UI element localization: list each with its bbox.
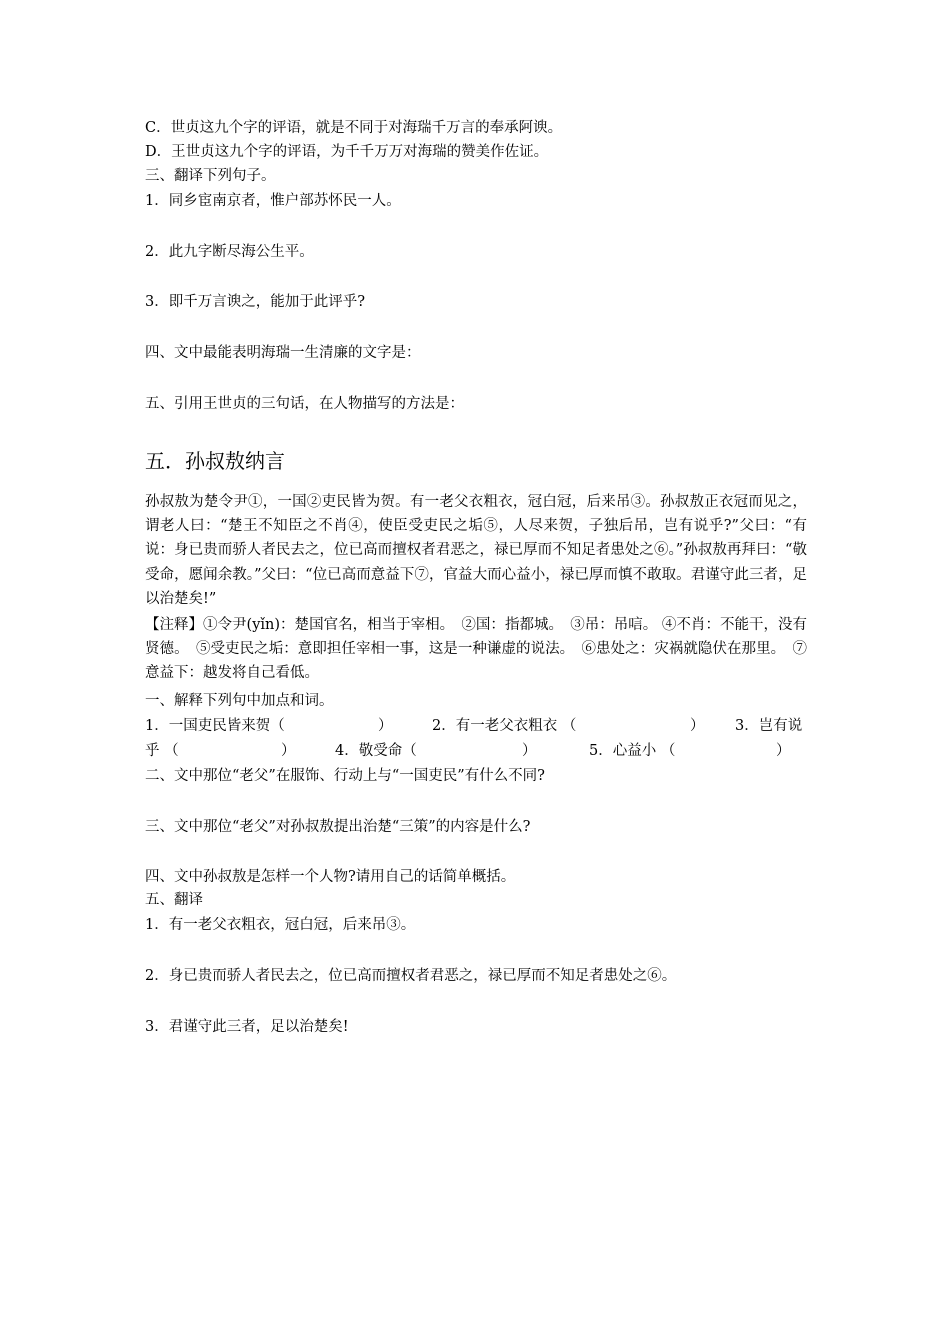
section-heading: 五．孙叔敖纳言 [145,449,285,473]
passage: 孙叔敖为楚令尹①，一国②吏民皆为贺。有一老父衣粗衣，冠白冠，后来吊③。孙叔敖正衣冠而见之，谓老人曰：“楚王不知臣之不肖④，使臣受吏民之垢⑤，人尽来贺，子独后吊，岂有说乎?”父曰：“有说：身已贵而骄人者民去之，位已高而擅权者君恶之，禄已厚而不知足者患处之⑥。”孙叔敖再拜曰：“敬受命，愿闻余教。”父曰：“位已高而意益下⑦，官益大而心益小，禄已厚而慎不敢取。君谨守此三者，足以治楚矣!” [145,494,807,607]
question-3-item-2: 2．此九字断尽海公生平。 [145,244,314,260]
annotations: 【注释】①令尹(yǐn)：楚国官名，相当于宰相。 ②国：指都城。 ③吊：吊唁。 ④不肖：不能干，没有贤德。 ⑤受吏民之垢：意即担任宰相一事，这是一种谦虚的说法。 ⑥患处之：灾祸就隐伏在那里。 ⑦意益下：越发将自己看低。 [145,617,807,682]
exercise-1-item-2: 2．有一老父衣粗衣 （ [432,718,577,734]
exercise-1-item-1-close: ） [378,718,393,734]
exercise-5-title: 五、翻译 [145,892,203,908]
question-5: 五、引用王世贞的三句话，在人物描写的方法是： [145,396,464,412]
exercise-5-item-1: 1．有一老父衣粗衣，冠白冠，后来吊③。 [145,917,416,933]
exercise-1-item-4-close: ） [522,743,537,759]
exercise-1-item-1: 1．一国吏民皆来贺（ [145,718,285,734]
question-3-item-3: 3．即千万言谀之，能加于此评乎? [145,294,365,310]
exercise-1-title: 一、解释下列句中加点和词。 [145,693,334,709]
exercise-1-item-3-close: ） [281,743,296,759]
exercise-3: 三、文中那位“老父”对孙叔敖提出治楚“三策”的内容是什么? [145,819,531,835]
exercise-5-item-2: 2．身已贵而骄人者民去之，位已高而擅权者君恶之，禄已厚而不知足者患处之⑥。 [145,968,677,984]
exercise-4: 四、文中孙叔敖是怎样一个人物?请用自己的话简单概括。 [145,869,516,885]
question-3-item-1: 1．同乡宦南京者，惟户部苏怀民一人。 [145,193,401,209]
option-d: D．王世贞这九个字的评语，为千千万万对海瑞的赞美作佐证。 [145,144,549,160]
question-4: 四、文中最能表明海瑞一生清廉的文字是： [145,345,421,361]
exercise-1-item-5-close: ） [776,743,791,759]
exercise-5-item-3: 3．君谨守此三者，足以治楚矣! [145,1019,349,1035]
exercise-1-item-3-cont: 乎 （ [145,743,179,759]
exercise-1-item-2-close: ） [690,718,705,734]
exercise-1-item-4: 4．敬受命（ [335,743,417,759]
exercise-1-item-3: 3．岂有说 [735,718,803,734]
question-3-title: 三、翻译下列句子。 [145,168,276,184]
exercise-1-item-5: 5．心益小 （ [589,743,676,759]
exercise-2: 二、文中那位“老父”在服饰、行动上与“一国吏民”有什么不同? [145,768,545,784]
option-c: C．世贞这九个字的评语，就是不同于对海瑞千万言的奉承阿谀。 [145,120,563,136]
